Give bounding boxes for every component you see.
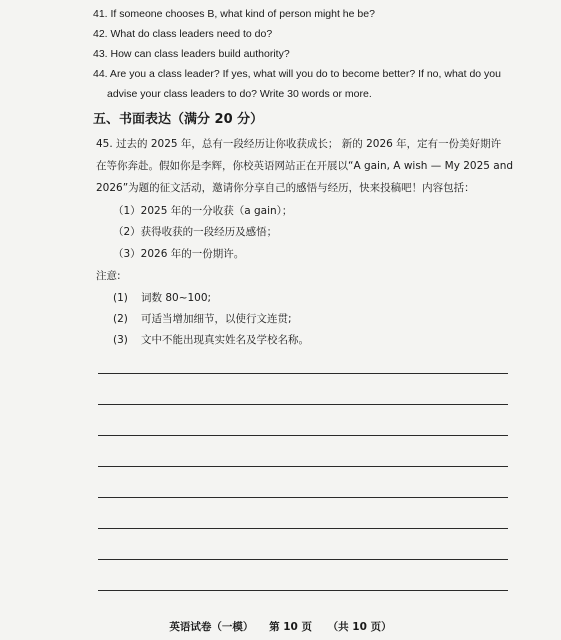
page-footer [0,619,561,634]
question-44: 44. Are you a class leader? If yes, what will you do to become better? If no, what do you [93,68,501,80]
section-title: 五、书面表达（满分 20 分） [93,112,264,127]
prompt-line: 2026”为题的征文活动，邀请你分享自己的感悟与经历，快来投稿吧！内容包括： [96,182,475,194]
note-number: (1) [113,292,128,304]
note-number: (2) [113,313,128,325]
question-43: 43. How can class leaders build authority? [93,48,290,60]
writing-line [98,404,508,405]
writing-line [98,559,508,560]
question-42: 42. What do class leaders need to do? [93,28,273,40]
prompt-line: 45. 过去的 2025 年，总有一段经历让你收获成长； 新的 2026 年，定有一份美好期许 [96,138,502,150]
writing-line [98,466,508,467]
writing-line [98,497,508,498]
note-text: 可适当增加细节，以使行文连贯; [141,313,292,325]
writing-line [98,373,508,374]
note-number: (3) [113,334,128,346]
note-item [113,332,309,347]
question-41: 41. If someone chooses B, what kind of person might he be? [93,8,375,20]
question-44-continued: advise your class leaders to do? Write 30 words or more. [107,88,372,100]
note-text: 词数 80~100; [141,292,212,304]
writing-line [98,435,508,436]
note-text: 文中不能出现真实姓名及学校名称。 [141,334,309,346]
writing-line [98,590,508,591]
prompt-line: 在等你奔赴。假如你是李辉，你校英语网站正在开展以“A gain, A wish — My 2025 and [96,160,514,172]
content-item: （2）获得收获的一段经历及感悟； [113,226,278,238]
footer-page: 第 10 页 [269,621,312,633]
note-item [113,290,211,305]
footer-total: （共 10 页） [327,621,392,633]
writing-line [98,528,508,529]
footer-subject: 英语试卷（一模） [169,621,254,633]
notes-title: 注意: [96,270,121,282]
note-item [113,311,292,326]
content-item: （3）2026 年的一份期许。 [113,248,245,260]
content-item: （1）2025 年的一分收获（a gain）； [113,205,293,217]
